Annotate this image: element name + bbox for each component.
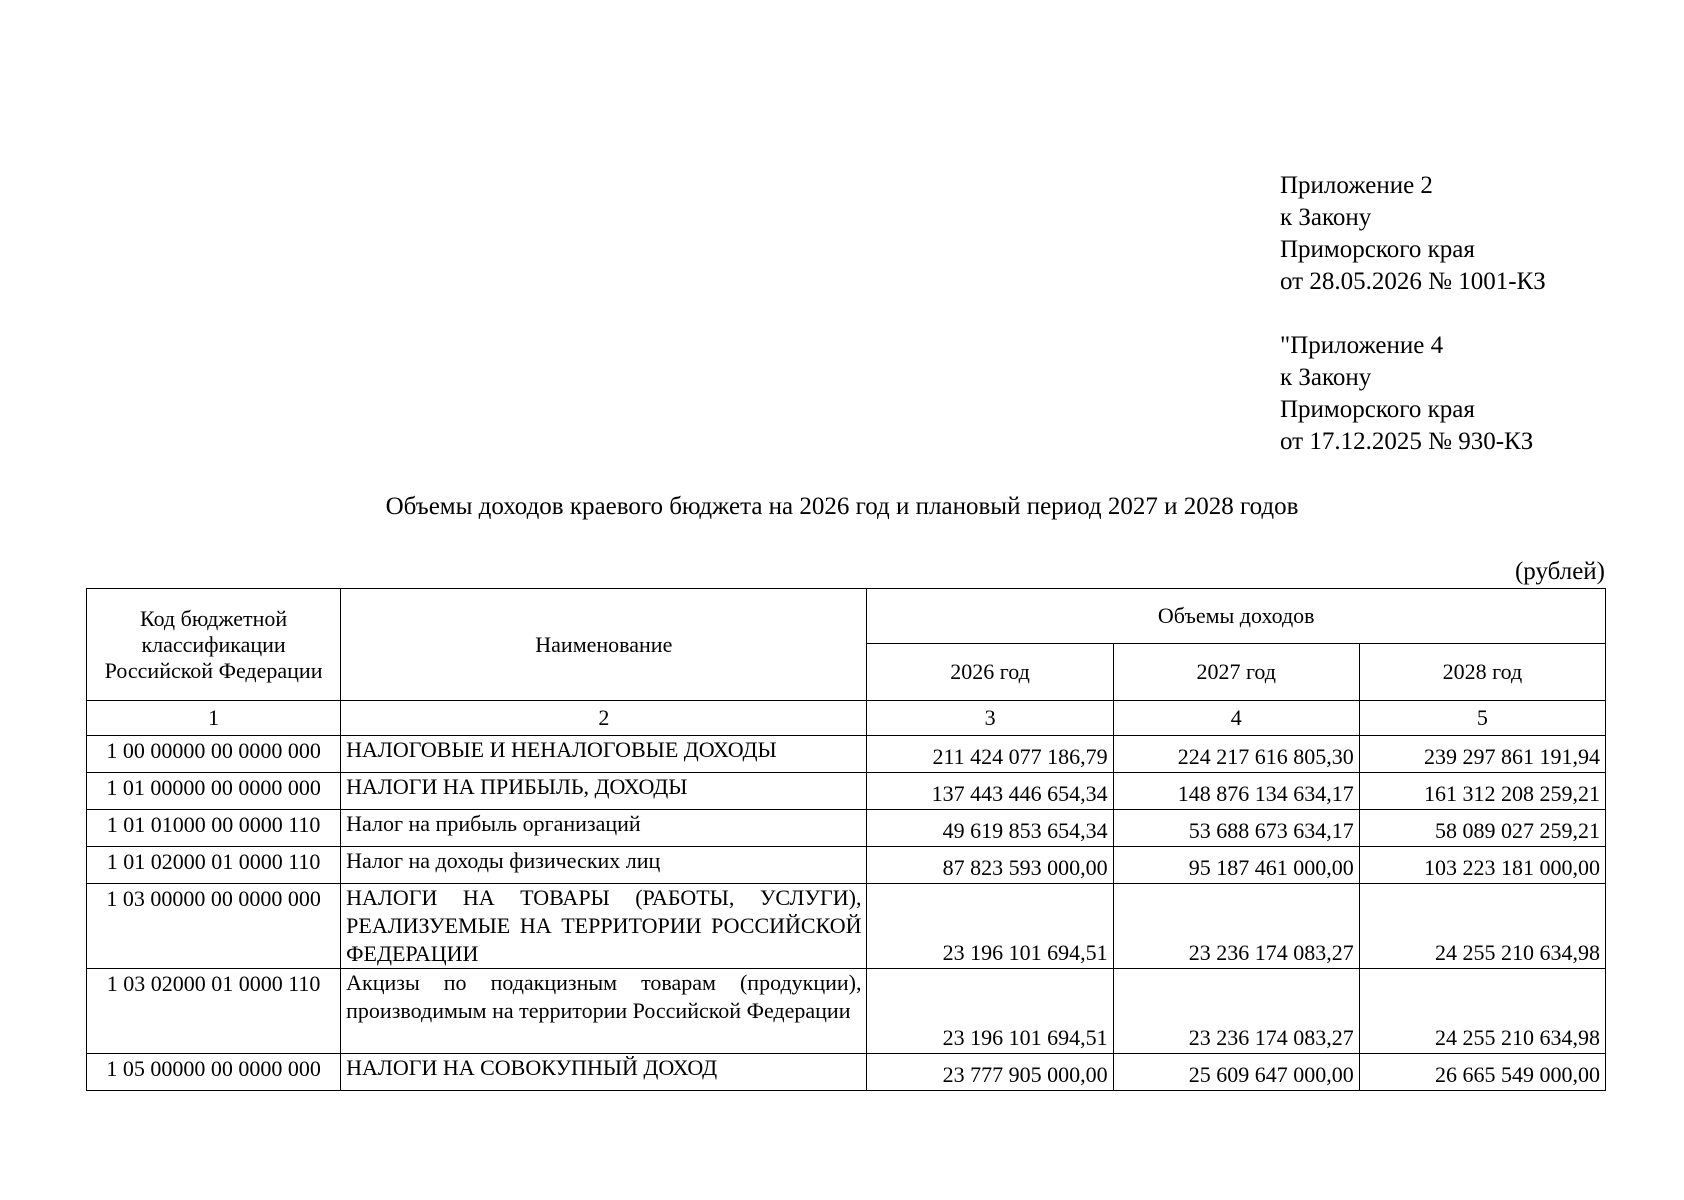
table-row: [87, 773, 1606, 810]
value-2027: 95 187 461 000,00: [1113, 847, 1359, 884]
value-2026: 211 424 077 186,79: [867, 736, 1113, 773]
column-number: 3: [867, 701, 1113, 736]
value-2028: 161 312 208 259,21: [1359, 773, 1605, 810]
appendix-line: Приложение 2: [1280, 172, 1433, 199]
value-2026: 87 823 593 000,00: [867, 847, 1113, 884]
value-2028: 239 297 861 191,94: [1359, 736, 1605, 773]
budget-code: 1 05 00000 00 0000 000: [87, 1054, 341, 1091]
revenue-name: НАЛОГИ НА СОВОКУПНЫЙ ДОХОД: [341, 1054, 867, 1091]
budget-code: 1 01 01000 00 0000 110: [87, 810, 341, 847]
revenue-name: НАЛОГИ НА ТОВАРЫ (РАБОТЫ, УСЛУГИ), РЕАЛИЗУЕМЫЕ НА ТЕРРИТОРИИ РОССИЙСКОЙ ФЕДЕРАЦИИ: [341, 884, 867, 969]
revenue-name: Налог на доходы физических лиц: [341, 847, 867, 884]
column-number: 1: [87, 701, 341, 736]
value-2026: 23 777 905 000,00: [867, 1054, 1113, 1091]
column-number-row: [87, 701, 1606, 736]
table-header-row: [87, 589, 1606, 644]
value-2026: 23 196 101 694,51: [867, 884, 1113, 969]
header-code: Код бюджетной классификации Российской Федерации: [87, 589, 341, 701]
value-2027: 23 236 174 083,27: [1113, 884, 1359, 969]
value-2028: 58 089 027 259,21: [1359, 810, 1605, 847]
revenue-name: НАЛОГОВЫЕ И НЕНАЛОГОВЫЕ ДОХОДЫ: [341, 736, 867, 773]
value-2026: 49 619 853 654,34: [867, 810, 1113, 847]
value-2027: 25 609 647 000,00: [1113, 1054, 1359, 1091]
value-2026: 23 196 101 694,51: [867, 969, 1113, 1054]
budget-code: 1 00 00000 00 0000 000: [87, 736, 341, 773]
appendix-line: "Приложение 4: [1280, 332, 1444, 359]
value-2028: 24 255 210 634,98: [1359, 969, 1605, 1054]
value-2028: 24 255 210 634,98: [1359, 884, 1605, 969]
table-row: [87, 810, 1606, 847]
appendix-line: к Закону: [1280, 204, 1372, 231]
revenue-name: Акцизы по подакцизным товарам (продукции), производимым на территории Российской Федерации: [341, 969, 867, 1054]
revenue-name: НАЛОГИ НА ПРИБЫЛЬ, ДОХОДЫ: [341, 773, 867, 810]
budget-code: 1 03 02000 01 0000 110: [87, 969, 341, 1054]
table-row: [87, 969, 1606, 1054]
budget-revenue-table: [86, 588, 1606, 1091]
appendix-line: Приморского края: [1280, 396, 1475, 423]
appendix-line: к Закону: [1280, 364, 1372, 391]
table-row: [87, 736, 1606, 773]
value-2028: 26 665 549 000,00: [1359, 1054, 1605, 1091]
header-volumes: Объемы доходов: [867, 589, 1606, 644]
table-row: [87, 1054, 1606, 1091]
appendix-reference-current: [1280, 170, 1660, 298]
column-number: 4: [1113, 701, 1359, 736]
value-2027: 224 217 616 805,30: [1113, 736, 1359, 773]
table-row: [87, 847, 1606, 884]
value-2026: 137 443 446 654,34: [867, 773, 1113, 810]
revenue-name: Налог на прибыль организаций: [341, 810, 867, 847]
budget-code: 1 01 00000 00 0000 000: [87, 773, 341, 810]
column-number: 2: [341, 701, 867, 736]
header-year-2028: 2028 год: [1359, 644, 1605, 701]
value-2027: 148 876 134 634,17: [1113, 773, 1359, 810]
budget-code: 1 03 00000 00 0000 000: [87, 884, 341, 969]
table-row: [87, 884, 1606, 969]
value-2027: 53 688 673 634,17: [1113, 810, 1359, 847]
appendix-line: от 28.05.2026 № 1001-КЗ: [1280, 268, 1546, 295]
document-title: Объемы доходов краевого бюджета на 2026 год и плановый период 2027 и 2028 годов: [385, 493, 1299, 520]
appendix-line: Приморского края: [1280, 236, 1475, 263]
unit-note: (рублей): [1514, 558, 1605, 585]
column-number: 5: [1359, 701, 1605, 736]
value-2027: 23 236 174 083,27: [1113, 969, 1359, 1054]
appendix-reference-previous: [1280, 330, 1660, 458]
header-name: Наименование: [341, 589, 867, 701]
budget-code: 1 01 02000 01 0000 110: [87, 847, 341, 884]
header-year-2027: 2027 год: [1113, 644, 1359, 701]
value-2028: 103 223 181 000,00: [1359, 847, 1605, 884]
appendix-line: от 17.12.2025 № 930-КЗ: [1280, 428, 1534, 455]
header-year-2026: 2026 год: [867, 644, 1113, 701]
